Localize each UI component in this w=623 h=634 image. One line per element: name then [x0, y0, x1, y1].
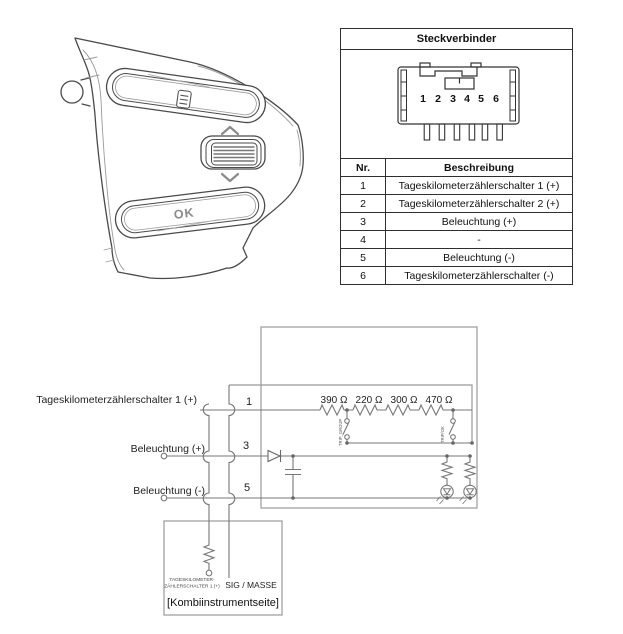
- cell-nr-6: 6: [341, 267, 386, 285]
- cluster-sig-label: SIG / MASSE: [225, 580, 277, 590]
- connector-housing: [398, 67, 519, 124]
- pin3-number: 3: [242, 440, 250, 452]
- pin1-label: Tageskilometerzählerschalter 1 (+): [36, 394, 197, 406]
- scroll-toggle: [201, 136, 265, 169]
- col-header-beschreibung: Beschreibung: [386, 159, 573, 177]
- circuit-diagram: [0, 315, 500, 634]
- pin3-label: Beleuchtung (+): [130, 443, 205, 455]
- connector-interface: [203, 385, 235, 521]
- cluster-wire1-label-line1: TAGESKILOMETER-: [169, 578, 215, 583]
- cell-nr-4: 4: [341, 231, 386, 249]
- resistor-value-3: 300 Ω: [390, 395, 418, 406]
- connector-pins: [424, 124, 502, 140]
- table-row: [341, 195, 573, 213]
- pin-number-2: 2: [435, 93, 441, 105]
- pin-number-3: 3: [450, 93, 456, 105]
- cell-desc-2: Tageskilometerzählerschalter 2 (+): [386, 195, 573, 213]
- cluster-wire1-label-line2: ZÄHLERSCHALTER 1 (+): [164, 584, 220, 590]
- mounting-clip: [61, 78, 90, 106]
- switch-body-outline: [75, 38, 303, 279]
- pin-number-4: 4: [464, 93, 470, 105]
- col-header-nr: Nr.: [341, 159, 386, 177]
- connector-table-title: Steckverbinder: [341, 29, 573, 50]
- illumination-led-branch: [460, 456, 477, 504]
- resistor-value-4: 470 Ω: [425, 395, 453, 406]
- illumination-led-branch: [437, 456, 454, 504]
- pin-number-1: 1: [420, 93, 426, 105]
- cell-desc-5: Beleuchtung (-): [386, 249, 573, 267]
- cell-desc-3: Beleuchtung (+): [386, 213, 573, 231]
- pin-number-5: 5: [478, 93, 484, 105]
- table-row: [341, 213, 573, 231]
- steering-wheel-switch-illustration: [48, 20, 310, 300]
- pin-number-6: 6: [493, 93, 499, 105]
- connector-drawing: [343, 51, 573, 157]
- cell-nr-1: 1: [341, 177, 386, 195]
- cluster-caption: [Kombiinstrumentseite]: [167, 597, 279, 609]
- trip-menu-icon: [176, 90, 191, 109]
- table-row: [341, 249, 573, 267]
- connector-pin-numbers: [420, 93, 499, 105]
- connector-table: [340, 28, 573, 285]
- cell-desc-1: Tageskilometerzählerschalter 1 (+): [386, 177, 573, 195]
- cell-desc-6: Tageskilometerzählerschalter (-): [386, 267, 573, 285]
- table-row: [341, 231, 573, 249]
- switch-label-trip-ok: TRIP/OK: [440, 426, 445, 443]
- cell-nr-3: 3: [341, 213, 386, 231]
- pin5-label: Beleuchtung (-): [133, 485, 205, 497]
- resistor-value-2: 220 Ω: [355, 395, 383, 406]
- table-row: [341, 267, 573, 285]
- ok-button-label: OK: [173, 205, 196, 222]
- pin1-number: 1: [245, 396, 253, 408]
- capacitor: [285, 456, 301, 498]
- resistor-value-1: 390 Ω: [320, 395, 348, 406]
- pin5-number: 5: [243, 482, 251, 494]
- trip-group-switch: [343, 410, 349, 443]
- connector-latch: [420, 67, 477, 76]
- switch-label-trip-group: TRIP_GROUP: [338, 418, 343, 446]
- cluster-pullup-resistor: [204, 521, 214, 576]
- table-row: [341, 177, 573, 195]
- cell-nr-5: 5: [341, 249, 386, 267]
- cell-desc-4: -: [386, 231, 573, 249]
- cell-nr-2: 2: [341, 195, 386, 213]
- connector-figure-cell: [341, 50, 573, 159]
- trip-ok-switch: [449, 410, 455, 443]
- diode: [268, 450, 281, 462]
